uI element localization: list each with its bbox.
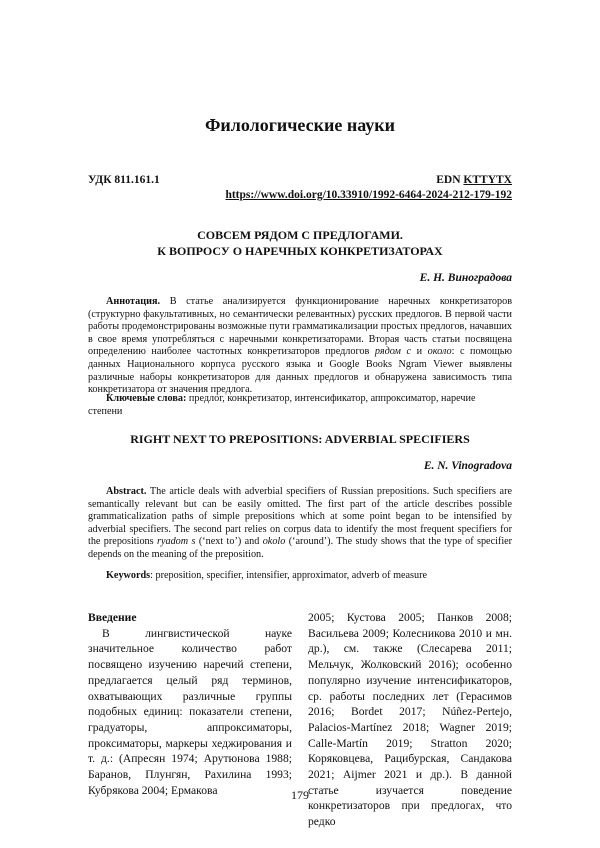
abstract-ru-text: В статье анализируется функционирование наречных конкретизаторов (структурно факультативных, но семантически релевантных) русских предлогов. В первой части работы продемонстрированы возможные пути грамматикализации простых предлогов, начавших в свое время употребляться с наречными конкретизаторами. Вторая часть статьи посвящена определению наиболее частотных конкретизаторов предлогов [88, 296, 513, 358]
doi-link[interactable]: https://www.doi.org/10.33910/1992-6464-2024-212-179-192 [225, 189, 512, 201]
article-title-en: RIGHT NEXT TO PREPOSITIONS: ADVERBIAL SPECIFIERS [130, 432, 470, 446]
udk-code: УДК 811.161.1 [88, 174, 160, 186]
author-ru: Е. Н. Виноградова [419, 272, 512, 284]
keywords-en-text: : preposition, specifier, intensifier, approximator, adverb of measure [150, 570, 428, 581]
abstract-ru-term1: рядом с [374, 346, 412, 358]
abstract-en-gloss1: (‘next to’) and [198, 536, 260, 548]
journal-section-title: Филологические науки [204, 115, 396, 135]
article-title-ru [0, 227, 600, 259]
author-en: E. N. Vinogradova [423, 460, 512, 472]
keywords-ru-text: предлог, конкретизатор, интенсификатор, аппроксиматор, наречие степени [88, 393, 476, 417]
edn-code-link[interactable]: KTTYTX [463, 174, 512, 186]
abstract-ru [88, 296, 512, 397]
abstract-en [88, 486, 512, 562]
edn-label: EDN [436, 174, 461, 186]
edn-line [436, 174, 512, 186]
abstract-en-text: The article deals with adverbial specifiers of Russian prepositions. Such specifiers are semantically relevant but can be easily omitted. The first part of the article describes possible grammaticalization paths of simple prepositions which at some point began to be intensified by adverbial specifiers. The second part relies on corpus data to identify the most frequent specifiers for the prepositions [88, 486, 512, 548]
abstract-ru-and: и [416, 346, 423, 358]
keywords-ru-label: Ключевые слова: [106, 393, 187, 404]
abstract-ru-term2: около [427, 346, 452, 358]
abstract-en-term2: okolo [262, 536, 286, 548]
body-text-right: 2005; Кустова 2005; Панков 2008; Васильева 2009; Колесникова 2010 и мн. др.), см. также (Слесарева 2011; Мельчук, Жолковский 2016); особенно популярно изучение интенсификаторов, ср. работы последних лет (Герасимов 2016; Bordet 2017; Núñez-Pertejo, Palacios-Martínez 2018; Wagner 2019; Calle-Martín 2019; Stratton 2020; Коряковцева, Рацибурская, Сандакова 2021; Aijmer 2021 и др.). В данной статье изучается поведение конкретизаторов при предлогах, что редко [308, 611, 512, 829]
title-ru-line1: СОВСЕМ РЯДОМ С ПРЕДЛОГАМИ. [197, 228, 403, 242]
keywords-en-label: Keywords [106, 570, 151, 581]
abstract-ru-text2: : с помощью данных Национального корпуса русского языка и Google Books Ngram Viewer выявлены различные наборы конкретизаторов для данных предлогов и обнаружена зависимость типа конкретизатора от значения предлога. [88, 346, 513, 396]
title-ru-line2: К ВОПРОСУ О НАРЕЧНЫХ КОНКРЕТИЗАТОРАХ [157, 244, 443, 258]
keywords-en [88, 570, 512, 583]
abstract-en-term1: ryadom s [157, 536, 196, 548]
abstract-en-text2: (‘around’). The study shows that the type of specifier depends on the meaning of the preposition. [88, 536, 513, 560]
abstract-en-label: Abstract. [106, 486, 147, 497]
body-column-left [88, 610, 292, 798]
body-text-left: В лингвистической науке значительное количество работ посвящено изучению наречий степени, предлагается целый ряд терминов, охватывающих различные группы подобных единиц: показатели степени, градуаторы, аппроксиматоры, проксиматоры, маркеры хеджирования и т. д.: (Апресян 1974; Арутюнова 1988; Баранов, Плунгян, Рахилина 1993; Кубрякова 2004; Ермакова [88, 626, 292, 797]
abstract-ru-label: Аннотация. [106, 296, 161, 307]
page-number: 179 [291, 788, 309, 802]
section-heading-introduction: Введение [88, 611, 137, 624]
keywords-ru [88, 393, 512, 418]
